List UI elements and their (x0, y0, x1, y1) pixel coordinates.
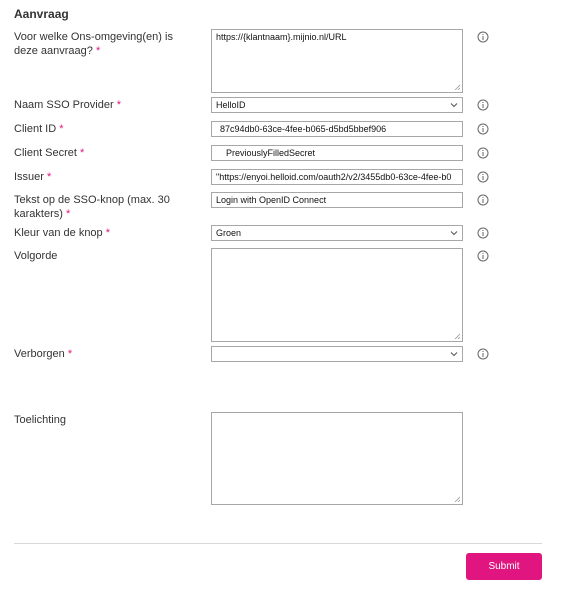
info-icon[interactable] (477, 171, 489, 183)
label-issuer: Issuer * (14, 171, 52, 183)
client-id-input[interactable] (211, 121, 463, 137)
resize-grip-icon[interactable] (454, 333, 460, 339)
label-client-secret: Client Secret * (14, 147, 85, 159)
sso-provider-value: HelloID (216, 100, 246, 110)
ons-omgeving-textarea[interactable] (211, 29, 463, 93)
info-icon[interactable] (477, 194, 489, 206)
resize-grip-icon[interactable] (454, 84, 460, 90)
volgorde-textarea[interactable] (211, 248, 463, 342)
submit-button[interactable]: Submit (466, 553, 542, 580)
required-mark: * (95, 45, 101, 57)
info-icon[interactable] (477, 250, 489, 262)
button-color-value: Groen (216, 228, 242, 238)
label-sso-button-text: Tekst op de SSO-knop (max. 30 karakters) * (14, 194, 170, 220)
label-volgorde: Volgorde (14, 250, 58, 262)
ons-omgeving-value: https://{klantnaam}.mijnio.nl/URL (216, 32, 347, 42)
form-divider (14, 543, 542, 544)
info-icon[interactable] (477, 99, 489, 111)
required-mark: * (65, 208, 71, 220)
label-toelichting: Toelichting (14, 414, 66, 426)
info-icon[interactable] (477, 147, 489, 159)
required-mark: * (80, 147, 85, 159)
button-color-select[interactable] (211, 225, 463, 241)
label-verborgen: Verborgen * (14, 348, 73, 360)
client-id-value: 87c94db0-63ce-4fee-b065-d5bd5bbef906 (220, 124, 387, 134)
label-sso-provider: Naam SSO Provider * (14, 99, 121, 111)
chevron-down-icon (450, 350, 458, 358)
chevron-down-icon (450, 101, 458, 109)
required-mark: * (59, 123, 64, 135)
sso-provider-select[interactable] (211, 97, 463, 113)
required-mark: * (47, 171, 52, 183)
chevron-down-icon (450, 229, 458, 237)
sso-button-text-input[interactable] (211, 192, 463, 208)
info-icon[interactable] (477, 31, 489, 43)
client-secret-value: PreviouslyFilledSecret (226, 148, 316, 158)
info-icon[interactable] (477, 348, 489, 360)
issuer-input[interactable] (211, 169, 463, 185)
client-secret-input[interactable] (211, 145, 463, 161)
required-mark: * (105, 227, 111, 239)
verborgen-select[interactable] (211, 346, 463, 362)
sso-button-text-value: Login with OpenID Connect (216, 195, 327, 205)
label-client-id: Client ID * (14, 123, 64, 135)
label-button-color: Kleur van de knop * (14, 227, 111, 239)
info-icon[interactable] (477, 123, 489, 135)
required-mark: * (67, 348, 73, 360)
required-mark: * (116, 99, 121, 111)
toelichting-textarea[interactable] (211, 412, 463, 505)
info-icon[interactable] (477, 227, 489, 239)
label-ons-omgeving: Voor welke Ons-omgeving(en) is deze aanvraag? * (14, 31, 173, 57)
resize-grip-icon[interactable] (454, 496, 460, 502)
issuer-value: "https://enyoi.helloid.com/oauth2/v2/3455db0-63ce-4fee-b0 (216, 172, 452, 182)
form-title: Aanvraag (14, 7, 69, 21)
